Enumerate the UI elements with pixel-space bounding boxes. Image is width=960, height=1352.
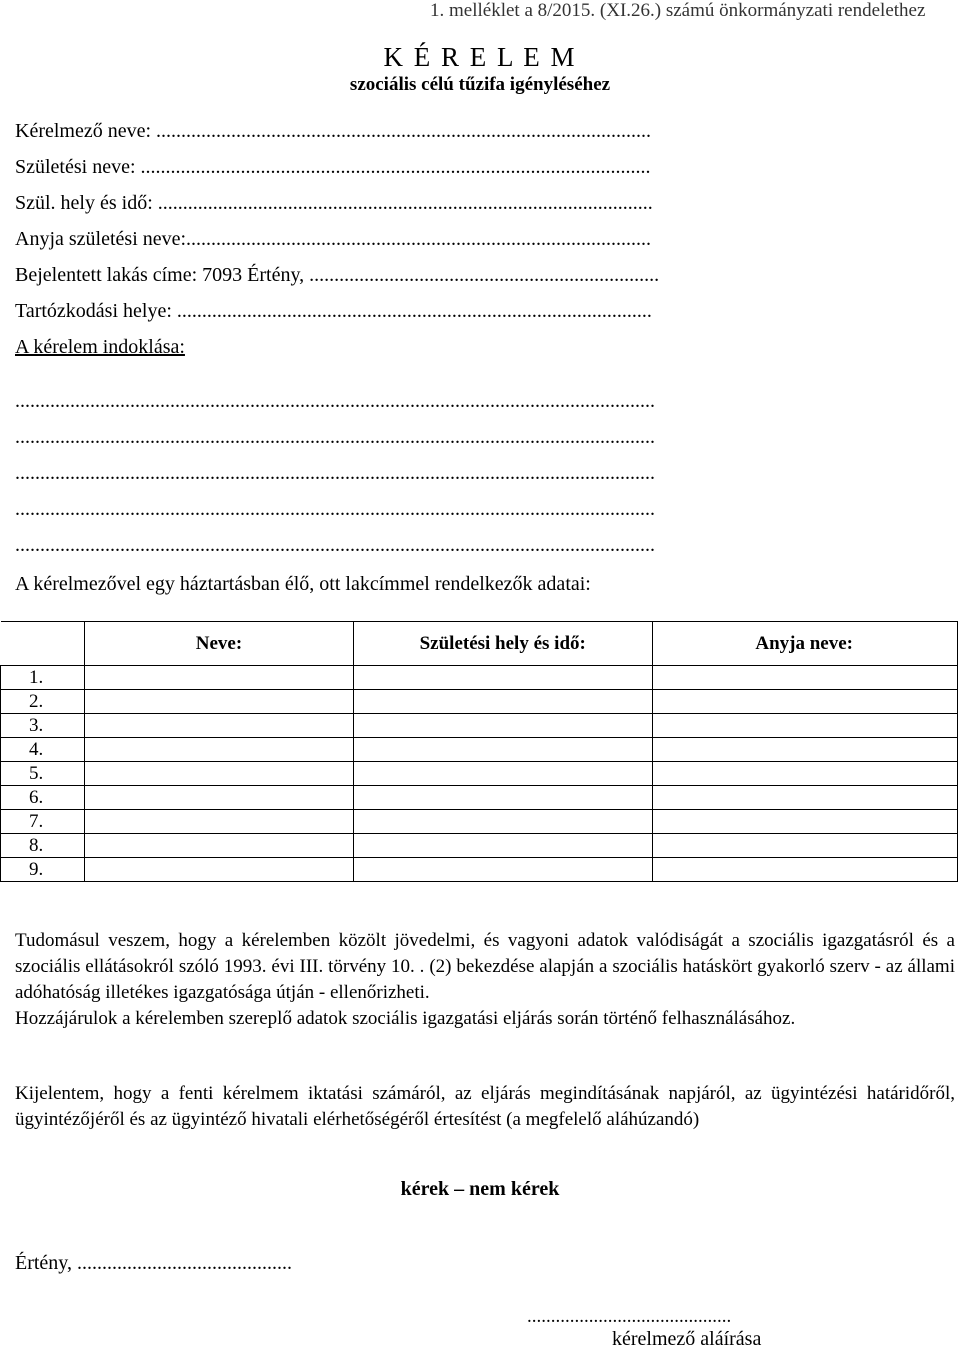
justification-label: A kérelem indoklása: (15, 336, 185, 358)
field-residence[interactable]: Tartózkodási helye: ............................................................................................... (15, 300, 652, 322)
col-header-name: Neve: (85, 622, 354, 666)
cell-name[interactable] (85, 666, 354, 690)
cell-birth[interactable] (353, 738, 652, 762)
cell-birth[interactable] (353, 690, 652, 714)
row-number: 8. (29, 834, 44, 856)
cell-birth[interactable] (353, 834, 652, 858)
cell-name[interactable] (85, 762, 354, 786)
row-number: 5. (29, 762, 44, 784)
justification-line[interactable]: ................................................................................................................................ (15, 426, 655, 448)
cell-birth[interactable] (353, 786, 652, 810)
table-header-row (1, 622, 958, 666)
cell-mother[interactable] (652, 714, 957, 738)
table-row (1, 666, 958, 690)
cell-name[interactable] (85, 786, 354, 810)
cell-birth[interactable] (353, 810, 652, 834)
cell-name[interactable] (85, 858, 354, 882)
cell-mother[interactable] (652, 834, 957, 858)
table-row (1, 762, 958, 786)
field-applicant-name[interactable]: Kérelmező neve: ................................................................................................... (15, 120, 652, 142)
signature-line[interactable]: ........................................... (527, 1306, 732, 1327)
table-row (1, 834, 958, 858)
declaration-consent: Tudomásul veszem, hogy a kérelemben közölt jövedelmi, és vagyoni adatok valódiságát a szociális igazgatásról és a szociális ellátásokról szóló 1993. évi III. törvény 10. . (2) bekezdése alapján a szociális hatáskört gyakorló szerv - az állami adóhatóság illetékes igazgatósága útján - ellenőrizheti. (15, 930, 955, 1003)
table-row (1, 858, 958, 882)
household-title: A kérelmezővel egy háztartásban élő, ott lakcímmel rendelkezők adatai: (15, 573, 591, 595)
cell-mother[interactable] (652, 690, 957, 714)
table-row (1, 810, 958, 834)
cell-mother[interactable] (652, 858, 957, 882)
table-row (1, 738, 958, 762)
justification-line[interactable]: ................................................................................................................................ (15, 390, 655, 412)
notification-choice[interactable]: kérek – nem kérek (400, 1178, 560, 1200)
col-header-birth: Születési hely és idő: (353, 622, 652, 666)
cell-name[interactable] (85, 738, 354, 762)
signature-label: kérelmező aláírása (612, 1328, 762, 1350)
declaration-data-use: Hozzájárulok a kérelemben szereplő adatok szociális igazgatási eljárás során történő felhasználásához. (15, 1008, 796, 1029)
cell-birth[interactable] (353, 666, 652, 690)
cell-mother[interactable] (652, 786, 957, 810)
field-birth-place-date[interactable]: Szül. hely és idő: ................................................................................................... (15, 192, 653, 214)
row-number: 1. (29, 666, 44, 688)
field-birth-name[interactable]: Születési neve: ...................................................................................................... (15, 156, 651, 178)
cell-name[interactable] (85, 834, 354, 858)
cell-name[interactable] (85, 714, 354, 738)
document-subtitle: szociális célú tűzifa igényléséhez (349, 74, 611, 95)
row-number: 2. (29, 690, 44, 712)
cell-name[interactable] (85, 690, 354, 714)
table-row (1, 786, 958, 810)
cell-name[interactable] (85, 810, 354, 834)
table-row (1, 690, 958, 714)
place-date-field[interactable]: Értény, ........................................... (15, 1252, 293, 1274)
cell-birth[interactable] (353, 858, 652, 882)
declaration-notification: Kijelentem, hogy a fenti kérelmem iktatási számáról, az eljárás megindításának napjáról, az ügyintézési határidőről, ügyintézőjéről és az ügyintéző hivatali elérhetőségéről értesítést (a megfelelő aláhúzandó) (15, 1083, 955, 1130)
row-number: 3. (29, 714, 44, 736)
row-number: 4. (29, 738, 44, 760)
row-number: 7. (29, 810, 44, 832)
cell-birth[interactable] (353, 762, 652, 786)
justification-line[interactable]: ................................................................................................................................ (15, 498, 655, 520)
annex-note: 1. melléklet a 8/2015. (XI.26.) számú önkormányzati rendelethez (430, 0, 926, 21)
cell-mother[interactable] (652, 738, 957, 762)
field-mother-name[interactable]: Anyja születési neve:............................................................................................. (15, 228, 652, 250)
household-table (0, 621, 958, 882)
document-title: K É R E L E M (383, 42, 577, 72)
cell-mother[interactable] (652, 762, 957, 786)
cell-mother[interactable] (652, 810, 957, 834)
row-number: 6. (29, 786, 44, 808)
col-header-number (1, 622, 85, 666)
justification-line[interactable]: ................................................................................................................................ (15, 462, 655, 484)
row-number: 9. (29, 858, 44, 880)
justification-line[interactable]: ................................................................................................................................ (15, 534, 655, 556)
cell-mother[interactable] (652, 666, 957, 690)
cell-birth[interactable] (353, 714, 652, 738)
field-registered-address[interactable]: Bejelentett lakás címe: 7093 Értény, ...................................................................... (15, 264, 660, 286)
table-row (1, 714, 958, 738)
col-header-mother: Anyja neve: (652, 622, 957, 666)
